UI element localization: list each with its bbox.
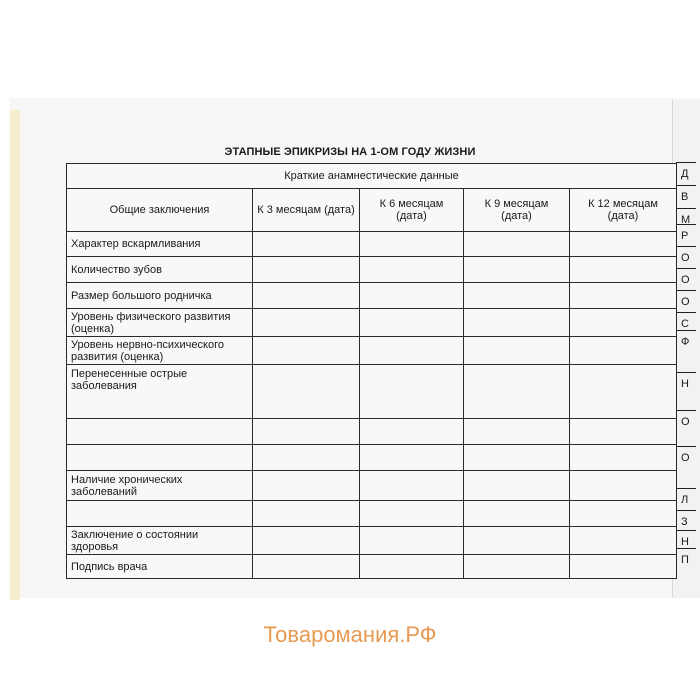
entry-cell[interactable] [570,527,677,555]
entry-cell[interactable] [570,309,677,337]
table-row [67,232,677,257]
column-header-9-months: К 9 месяцам (дата) [464,189,570,232]
table-row [67,501,677,527]
table-row [67,555,677,579]
entry-cell[interactable] [360,309,464,337]
row-label: Заключение о состоянии здоровья [67,527,253,555]
side-letter: Ф [676,330,696,352]
epicrisis-table [66,163,677,579]
signature-cell[interactable] [253,555,360,579]
entry-cell[interactable] [464,283,570,309]
entry-cell[interactable] [253,471,360,501]
side-letter: О [676,410,696,432]
entry-cell[interactable] [360,501,464,527]
entry-cell[interactable] [360,419,464,445]
column-header-12-months: К 12 месяцам (дата) [570,189,677,232]
column-header-6-months: К 6 месяцам (дата) [360,189,464,232]
side-letter: Н [676,530,696,552]
side-letter: М [676,208,696,230]
entry-cell[interactable] [253,337,360,365]
row-label: Размер большого родничка [67,283,253,309]
row-label: Перенесенные острые заболевания [67,365,253,419]
table-row [67,309,677,337]
entry-cell[interactable] [360,257,464,283]
entry-cell[interactable] [570,257,677,283]
column-header-general: Общие заключения [67,189,253,232]
table-row [67,527,677,555]
entry-cell[interactable] [464,337,570,365]
entry-cell[interactable] [253,283,360,309]
side-letter: О [676,268,696,290]
table-row [67,471,677,501]
entry-cell[interactable] [360,527,464,555]
entry-cell[interactable] [253,365,360,419]
entry-cell[interactable] [464,445,570,471]
entry-cell[interactable] [253,527,360,555]
entry-cell[interactable] [570,337,677,365]
entry-cell[interactable] [360,337,464,365]
side-letter: Н [676,372,696,394]
entry-cell[interactable] [253,445,360,471]
table-row [67,337,677,365]
table-row [67,445,677,471]
table-row [67,365,677,419]
entry-cell[interactable] [360,445,464,471]
row-label: Наличие хронических заболеваний [67,471,253,501]
entry-cell[interactable] [253,309,360,337]
side-letter: О [676,246,696,268]
signature-cell[interactable] [570,555,677,579]
side-letter: О [676,290,696,312]
row-label: Подпись врача [67,555,253,579]
side-letter: В [676,185,696,207]
table-row [67,257,677,283]
entry-cell[interactable] [570,471,677,501]
row-label: Количество зубов [67,257,253,283]
entry-cell[interactable] [360,232,464,257]
entry-cell[interactable] [360,283,464,309]
side-letter: С [676,312,696,334]
row-label: Уровень нервно-психического развития (оценка) [67,337,253,365]
entry-cell[interactable] [570,501,677,527]
entry-cell[interactable] [464,309,570,337]
entry-cell[interactable] [570,365,677,419]
entry-cell[interactable] [570,445,677,471]
row-label [67,501,253,527]
row-label: Уровень физического развития (оценка) [67,309,253,337]
store-watermark: Товаромания.РФ [263,622,437,647]
entry-cell[interactable] [570,283,677,309]
side-letter: Л [676,488,696,510]
entry-cell[interactable] [464,527,570,555]
entry-cell[interactable] [253,419,360,445]
column-header-3-months: К 3 месяцам (дата) [253,189,360,232]
table-row [67,283,677,309]
entry-cell[interactable] [464,471,570,501]
entry-cell[interactable] [253,501,360,527]
row-label [67,445,253,471]
entry-cell[interactable] [570,232,677,257]
entry-cell[interactable] [253,257,360,283]
group-header: Краткие анамнестические данные [67,164,677,189]
entry-cell[interactable] [464,501,570,527]
entry-cell[interactable] [464,419,570,445]
row-label [67,419,253,445]
entry-cell[interactable] [464,257,570,283]
entry-cell[interactable] [360,365,464,419]
page-title: ЭТАПНЫЕ ЭПИКРИЗЫ НА 1-ОМ ГОДУ ЖИЗНИ [224,146,476,158]
side-letter: О [676,446,696,468]
table-row [67,419,677,445]
entry-cell[interactable] [360,471,464,501]
entry-cell[interactable] [570,419,677,445]
signature-cell[interactable] [464,555,570,579]
entry-cell[interactable] [464,365,570,419]
row-label: Характер вскармливания [67,232,253,257]
entry-cell[interactable] [464,232,570,257]
page-spine [10,110,20,600]
signature-cell[interactable] [360,555,464,579]
entry-cell[interactable] [253,232,360,257]
side-letter: П [676,548,696,570]
side-letter: Р [676,224,696,246]
side-letter: Д [676,162,696,184]
side-letter: З [676,510,696,532]
